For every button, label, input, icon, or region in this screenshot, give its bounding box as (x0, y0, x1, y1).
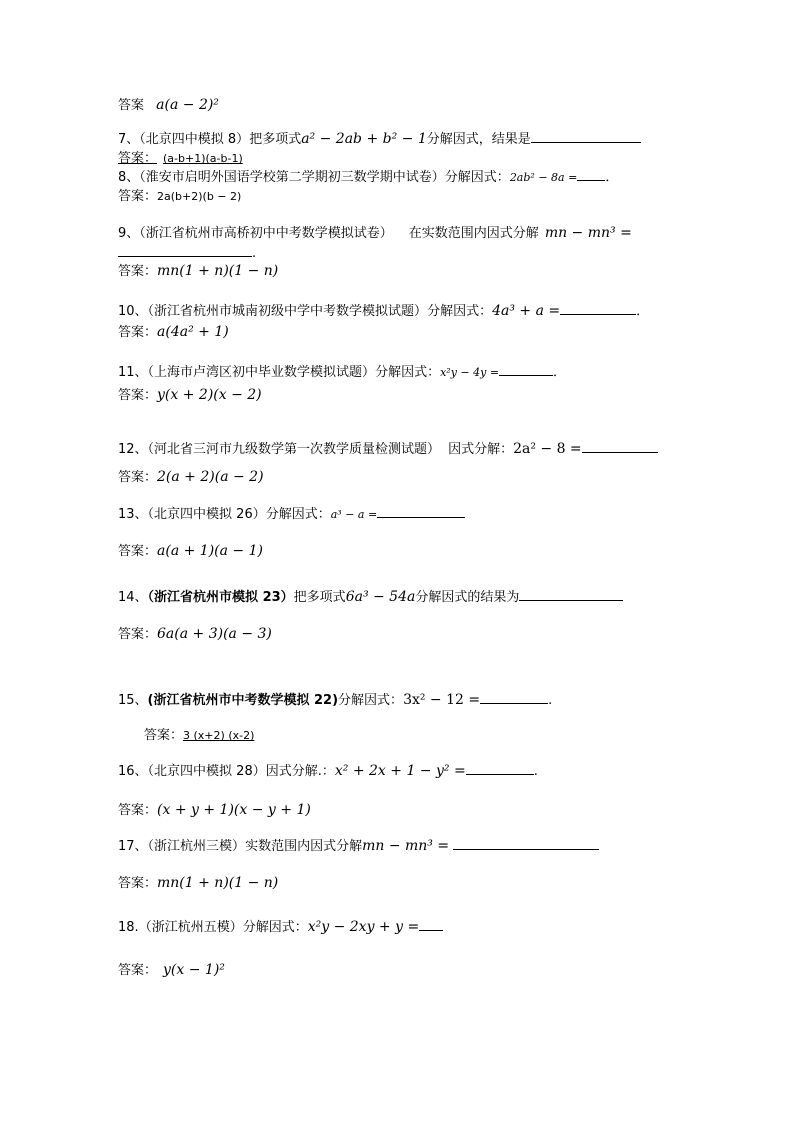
answer-label: 答案： (118, 803, 158, 818)
q10-answer: a(4a² + 1) (157, 324, 229, 340)
q18-text-a: 分解因式： (242, 920, 308, 935)
q9-answer: mn(1 + n)(1 − n) (157, 263, 279, 279)
q9-blank (118, 244, 252, 257)
answer-label: 答案 (118, 98, 145, 113)
q13-source: （北京四中模拟 26） (147, 507, 266, 522)
q15-answer-line (144, 727, 254, 745)
q18-blank (419, 918, 443, 931)
q8-text-a: 分解因式： (444, 170, 510, 185)
q14-answer-line (118, 625, 272, 644)
q8-end: ． (605, 170, 619, 185)
q10-source: （浙江省杭州市城南初级中学中考数学模拟试题） (147, 304, 428, 319)
q9-question (118, 224, 632, 243)
q13-expression: a³ − a = (330, 508, 378, 521)
q9-source: （浙江省杭州市高桥初中中考数学模拟试卷） (139, 226, 393, 241)
q11-question (118, 363, 566, 382)
q17-blank (453, 837, 599, 850)
q18-question (118, 918, 443, 937)
q13-question (118, 505, 465, 524)
q15-number: 15、 (118, 693, 148, 708)
q12-number: 12、 (118, 442, 148, 457)
q11-text-a: 分解因式： (375, 365, 441, 380)
q18-number: 18. (118, 920, 139, 935)
q16-blank (466, 762, 534, 775)
q12-text-a: 因式分解： (448, 442, 514, 457)
q8-answer: 2a(b+2)(b − 2) (157, 190, 242, 203)
q11-answer-line (118, 386, 262, 405)
q8-number: 8、 (118, 170, 140, 185)
q6-answer-line (118, 96, 219, 115)
q10-blank (560, 302, 636, 315)
q12-blank (582, 440, 658, 453)
q12-source: （河北省三河市九级数学第一次教学质量检测试题） (147, 442, 441, 457)
q7-number: 7、 (118, 132, 140, 147)
q15-question (118, 691, 552, 710)
q13-number: 13、 (118, 507, 148, 522)
q10-end: ． (636, 304, 650, 319)
q11-end: ． (553, 365, 567, 380)
q18-answer-line (118, 961, 225, 980)
q17-text-a: 实数范围内因式分解 (245, 839, 363, 854)
q14-text-a: 把多项式 (293, 590, 346, 605)
q15-expression: 3x² − 12 = (403, 692, 481, 708)
q9-expression: mn − mn³ = (544, 225, 632, 241)
q14-source: （浙江省杭州市模拟 23） (147, 590, 294, 605)
q12-question (118, 440, 658, 459)
q7-question (118, 130, 641, 149)
q10-answer-line (118, 323, 229, 342)
q16-source: （北京四中模拟 28） (147, 764, 266, 779)
answer-label: 答案： (118, 388, 158, 403)
answer-label: 答案： (118, 325, 158, 340)
q8-expression: 2ab² − 8a = (509, 171, 578, 184)
q11-answer: y(x + 2)(x − 2) (157, 387, 262, 403)
q7-answer-line (118, 150, 243, 168)
q7-source: （北京四中模拟 8） (139, 132, 250, 147)
q17-source: （浙江杭州三模） (147, 839, 246, 854)
q13-blank (377, 505, 465, 518)
q14-expression: 6a³ − 54a (345, 589, 416, 605)
q13-text-a: 分解因式： (265, 507, 331, 522)
q8-blank (577, 168, 605, 181)
q12-expression: 2a² − 8 = (513, 441, 582, 457)
q16-number: 16、 (118, 764, 148, 779)
q7-text-a: 把多项式 (249, 132, 302, 147)
q15-answer: 3 (x+2) (x-2) (183, 729, 255, 742)
q12-answer-line (118, 468, 264, 487)
q11-blank (499, 363, 553, 376)
q10-expression: 4a³ + a = (492, 303, 561, 319)
q16-answer-line (118, 801, 311, 820)
q14-blank (519, 588, 623, 601)
q9-text-a: 在实数范围内因式分解 (408, 226, 539, 241)
q17-expression: mn − mn³ = (362, 838, 450, 854)
q14-text-b: 分解因式的结果为 (415, 590, 520, 605)
q15-source: (浙江省杭州市中考数学模拟 22) (147, 693, 339, 708)
answer-label: 答案： (118, 151, 158, 166)
q8-answer-line (118, 188, 241, 206)
answer-label: 答案： (118, 470, 158, 485)
answer-label: 答案： (118, 876, 158, 891)
q18-expression: x²y − 2xy + y = (307, 919, 420, 935)
answer-label: 答案： (118, 544, 158, 559)
answer-label: 答案： (144, 728, 184, 743)
q10-question (118, 302, 649, 321)
q14-answer: 6a(a + 3)(a − 3) (157, 626, 272, 642)
q7-blank (531, 130, 641, 143)
q17-number: 17、 (118, 839, 148, 854)
answer-label: 答案： (118, 264, 158, 279)
q11-expression: x²y − 4y = (440, 366, 500, 379)
q10-number: 10、 (118, 304, 148, 319)
q7-text-b: 分解因式，结果是 (426, 132, 531, 147)
q17-answer-line (118, 874, 278, 893)
q17-answer: mn(1 + n)(1 − n) (157, 875, 279, 891)
q13-answer-line (118, 542, 263, 561)
q12-answer: 2(a + 2)(a − 2) (157, 469, 264, 485)
q16-text-a: 因式分解.： (265, 764, 335, 779)
q14-question (118, 588, 623, 607)
q18-source: （浙江杭州五模） (138, 920, 243, 935)
q9-number: 9、 (118, 226, 140, 241)
q9-answer-line (118, 262, 278, 281)
q16-expression: x² + 2x + 1 − y² = (334, 763, 466, 779)
answer-label: 答案： (118, 963, 158, 978)
q16-end: . (533, 764, 538, 779)
q11-number: 11、 (118, 365, 148, 380)
q8-source: （淮安市启明外国语学校第二学期初三数学期中试卷） (139, 170, 445, 185)
q13-answer: a(a + 1)(a − 1) (157, 543, 263, 559)
q18-answer: y(x − 1)² (163, 962, 225, 978)
q16-answer: (x + y + 1)(x − y + 1) (157, 802, 311, 818)
q8-question (118, 168, 618, 187)
q15-end: . (548, 693, 553, 708)
q7-answer: (a-b+1)(a-b-1) (163, 152, 243, 165)
answer-label: 答案： (118, 189, 158, 204)
q10-text-a: 分解因式： (427, 304, 493, 319)
q6-answer: a(a − 2)² (156, 97, 219, 113)
q15-text-a: 分解因式： (338, 693, 404, 708)
q9-blank-line (118, 244, 256, 263)
q16-question (118, 762, 538, 781)
q9-end: . (252, 246, 257, 261)
q15-blank (480, 691, 548, 704)
answer-label: 答案： (118, 627, 158, 642)
q11-source: （上海市卢湾区初中毕业数学模拟试题） (147, 365, 376, 380)
q7-expression: a² − 2ab + b² − 1 (301, 131, 427, 147)
q17-question (118, 837, 599, 856)
q14-number: 14、 (118, 590, 148, 605)
